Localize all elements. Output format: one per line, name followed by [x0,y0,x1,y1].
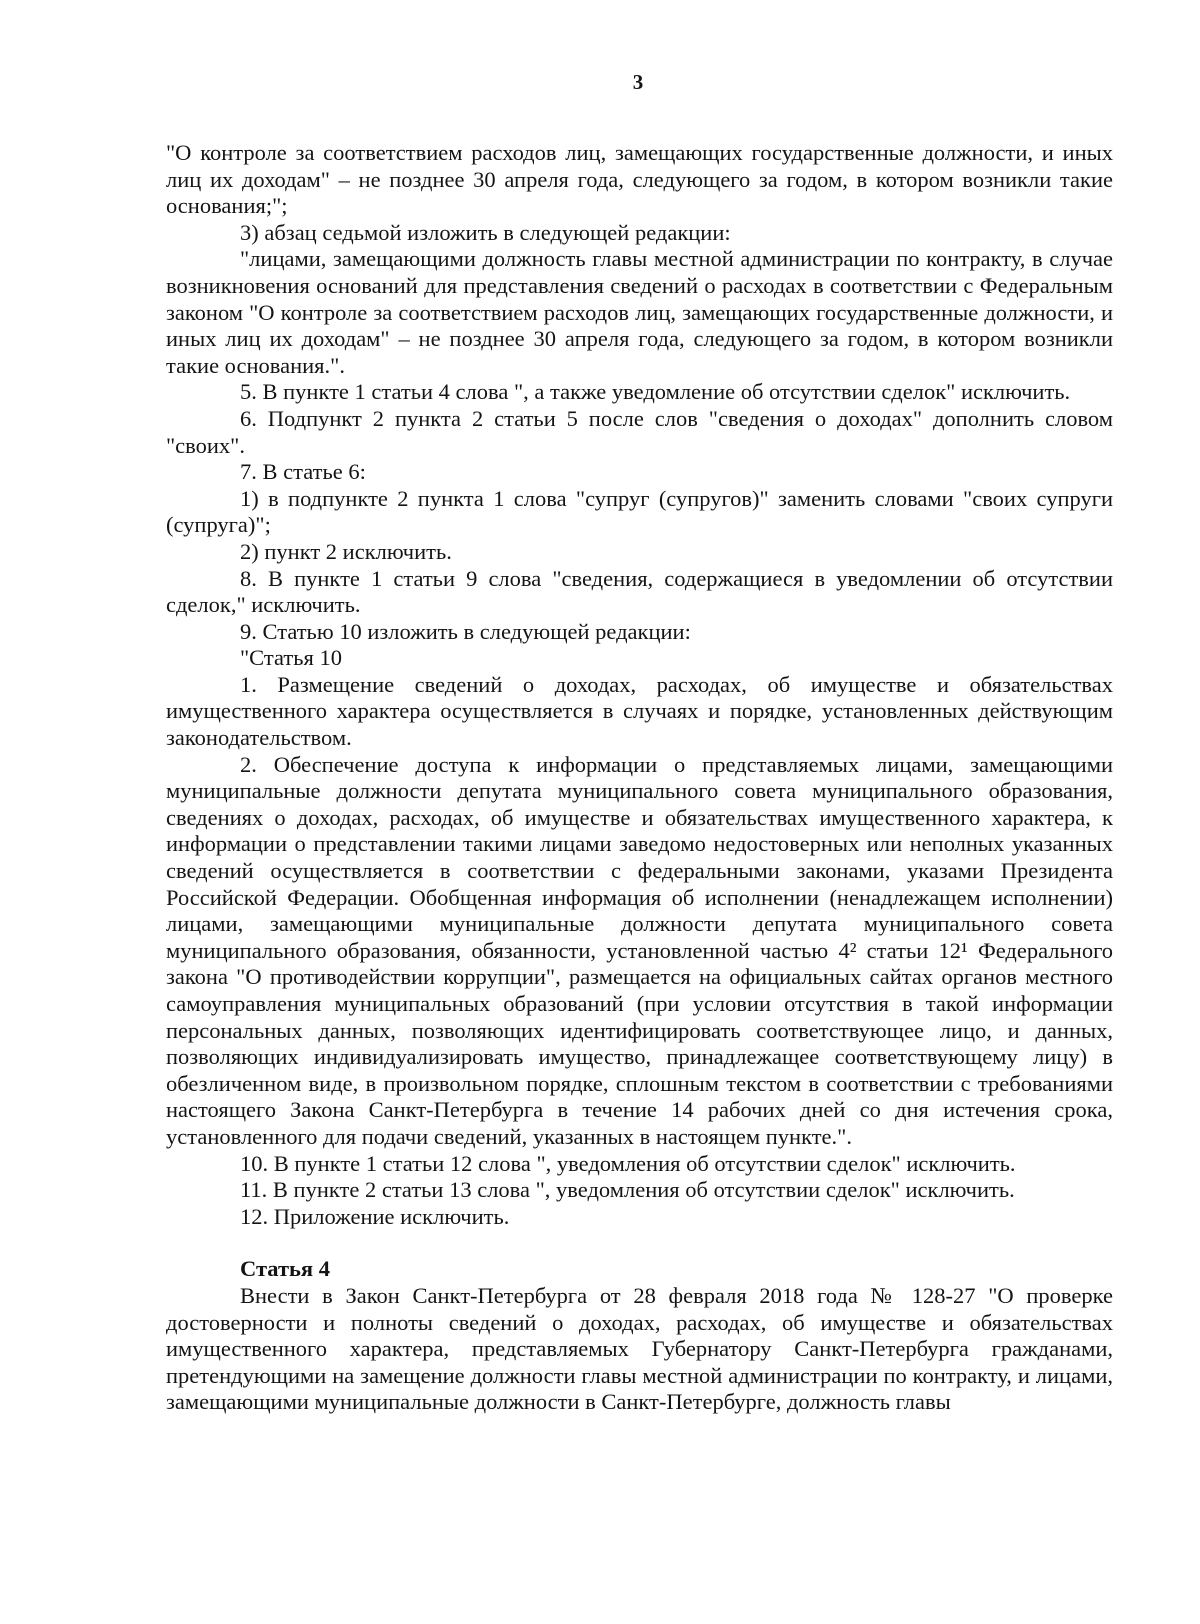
paragraph-item-7: 7. В статье 6: [240,459,366,485]
paragraph-item-12: 12. Приложение исключить. [240,1203,510,1229]
paragraph-item-6: 6. Подпункт 2 пункта 2 статьи 5 после слов "сведения о доходах" дополнить словом "своих". [166,405,1113,458]
paragraph-item-5: 5. В пункте 1 статьи 4 слова ", а также уведомление об отсутствии сделок" исключить. [240,379,1071,405]
paragraph-continuation: "О контроле за соответствием расходов лиц, замещающих государственные должности, и иных лиц их доходам" – не позднее 30 апреля года, следующего за годом, в котором возникли такие основания;"; [166,140,1113,219]
page-number: 3 [632,70,644,94]
article-heading: Статья 4 [240,1256,330,1282]
paragraph-article-10-point-2: 2. Обеспечение доступа к информации о представляемых лицами, замещающими муниципальные должности депутата муниципального совета муниципального образования, сведениях о доходах, расходах, об имуществе и обязательствах имущественного характера, к информации о представлении такими лицами заведомо недостоверных или неполных указанных сведений осуществляется в соответствии с федеральными законами, указами Президента Российской Федерации. Обобщенная информация об исполнении (ненадлежащем исполнении) лицами, замещающими муниципальные должности депутата муниципального совета муниципального образования, обязанности, установленной частью 4² статьи 12¹ Федерального закона "О противодействии коррупции", размещается на официальных сайтах органов местного самоуправления муниципальных образований (при условии отсутствия в такой информации персональных данных, позволяющих идентифицировать соответствующее лицо, и данных, позволяющих индивидуализировать имущество, принадлежащее соответствующему лицу) в обезличенном виде, в произвольном порядке, сплошным текстом в соответствии с требованиями настоящего Закона Санкт-Петербурга в течение 14 рабочих дней со дня истечения срока, установленного для подачи сведений, указанных в настоящем пункте.". [166,751,1113,1149]
paragraph-item-9: 9. Статью 10 изложить в следующей редакции: [240,618,691,644]
paragraph-item-10: 10. В пункте 1 статьи 12 слова ", уведомления об отсутствии сделок" исключить. [240,1150,1016,1176]
paragraph-item-8: 8. В пункте 1 статьи 9 слова "сведения, содержащиеся в уведомлении об отсутствии сделок," исключить. [166,565,1113,618]
paragraph-article-10-point-1: 1. Размещение сведений о доходах, расходах, об имуществе и обязательствах имущественного характера осуществляется в случаях и порядке, установленных действующим законодательством. [166,671,1113,751]
paragraph-article-10-title: "Статья 10 [240,645,342,671]
article-4-paragraph: Внести в Закон Санкт-Петербурга от 28 февраля 2018 года № 128-27 "О проверке достоверности и полноты сведений о доходах, расходах, об имуществе и обязательствах имущественного характера, представляемых Губернатору Санкт-Петербурга гражданами, претендующими на замещение должности главы местной администрации по контракту, и лицами, замещающими муниципальные должности в Санкт-Петербурге, должность главы [166,1282,1113,1415]
document-body [166,140,1113,1416]
paragraph-item-3: 3) абзац седьмой изложить в следующей редакции: [240,219,731,245]
paragraph-item-11: 11. В пункте 2 статьи 13 слова ", уведомления об отсутствии сделок" исключить. [240,1177,1015,1203]
paragraph-item-7-2: 2) пункт 2 исключить. [240,538,452,564]
paragraph-quoted-text: "лицами, замещающими должность главы местной администрации по контракту, в случае возникновения оснований для представления сведений о расходах в соответствии с Федеральным законом "О контроле за соответствием расходов лиц, замещающих государственные должности, и иных лиц их доходам" – не позднее 30 апреля года, следующего за годом, в котором возникли такие основания.". [166,246,1113,378]
paragraph-item-7-1: 1) в подпункте 2 пункта 1 слова "супруг (супругов)" заменить словами "своих супруги (супруга)"; [166,485,1113,538]
